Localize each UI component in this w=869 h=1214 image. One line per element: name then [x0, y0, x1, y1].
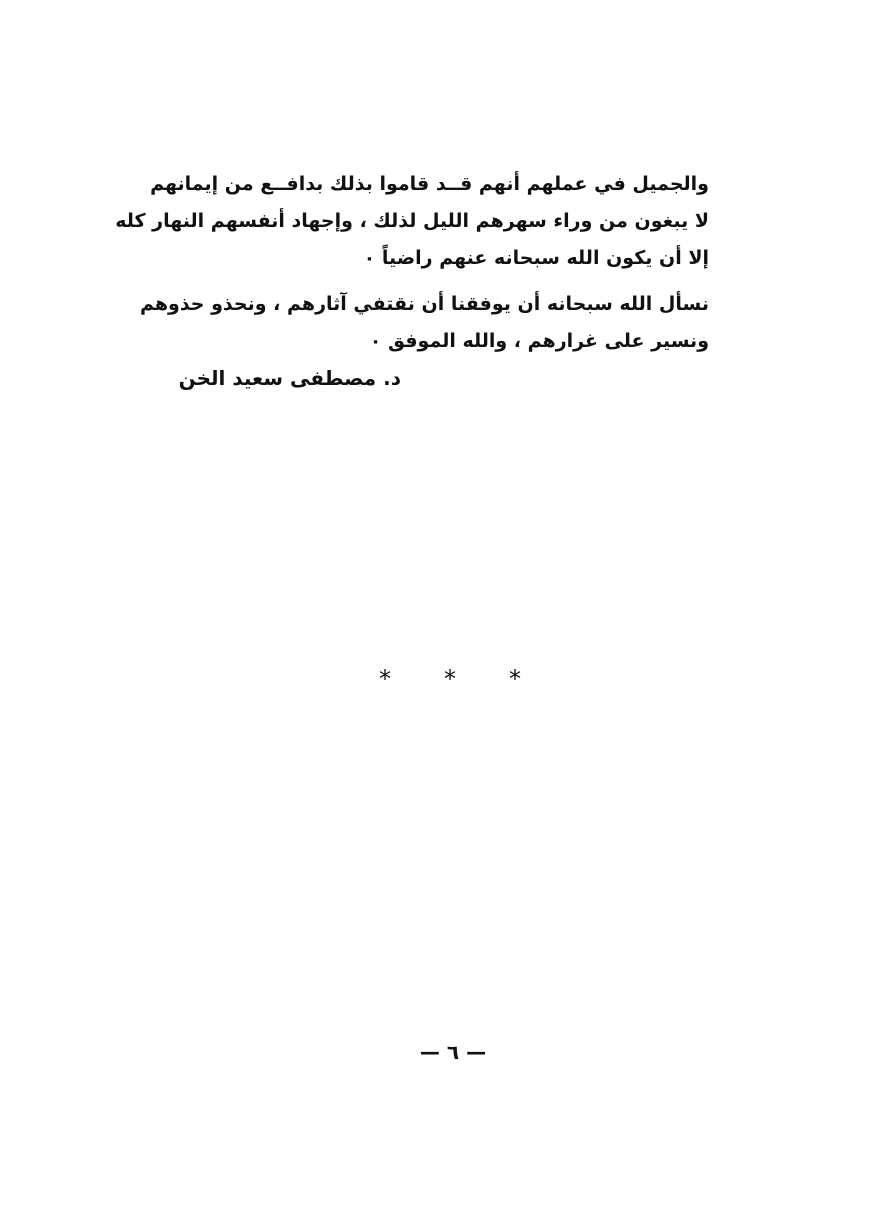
paragraph-1-line-2: لا يبغون من وراء سهرهم الليل لذلك ، وإجهاد أنفسهم النهار كله — [115, 210, 709, 232]
separator-star-2: * — [444, 665, 456, 693]
paragraph-1-line-1: والجميل في عملهم أنهم قــد قاموا بذلك بدافــع من إيمانهم — [150, 173, 709, 195]
separator-star-1: * — [379, 665, 391, 693]
paragraph-2 — [139, 286, 709, 360]
page-number: — ٦ — — [419, 1040, 487, 1064]
paragraph-2-line-1: نسأل الله سبحانه أن يوفقنا أن نقتفي آثارهم ، ونحذو حذوهم — [139, 293, 709, 315]
paragraph-1-line-3: إلا أن يكون الله سبحانه عنهم راضياً ٠ — [363, 247, 709, 269]
paragraph-1 — [115, 166, 709, 277]
author-signature: د. مصطفى سعيد الخن — [178, 366, 401, 390]
paragraph-2-line-2: ونسير على غرارهم ، والله الموفق ٠ — [369, 330, 709, 352]
separator-star-3: * — [509, 665, 521, 693]
section-separator — [370, 664, 530, 694]
